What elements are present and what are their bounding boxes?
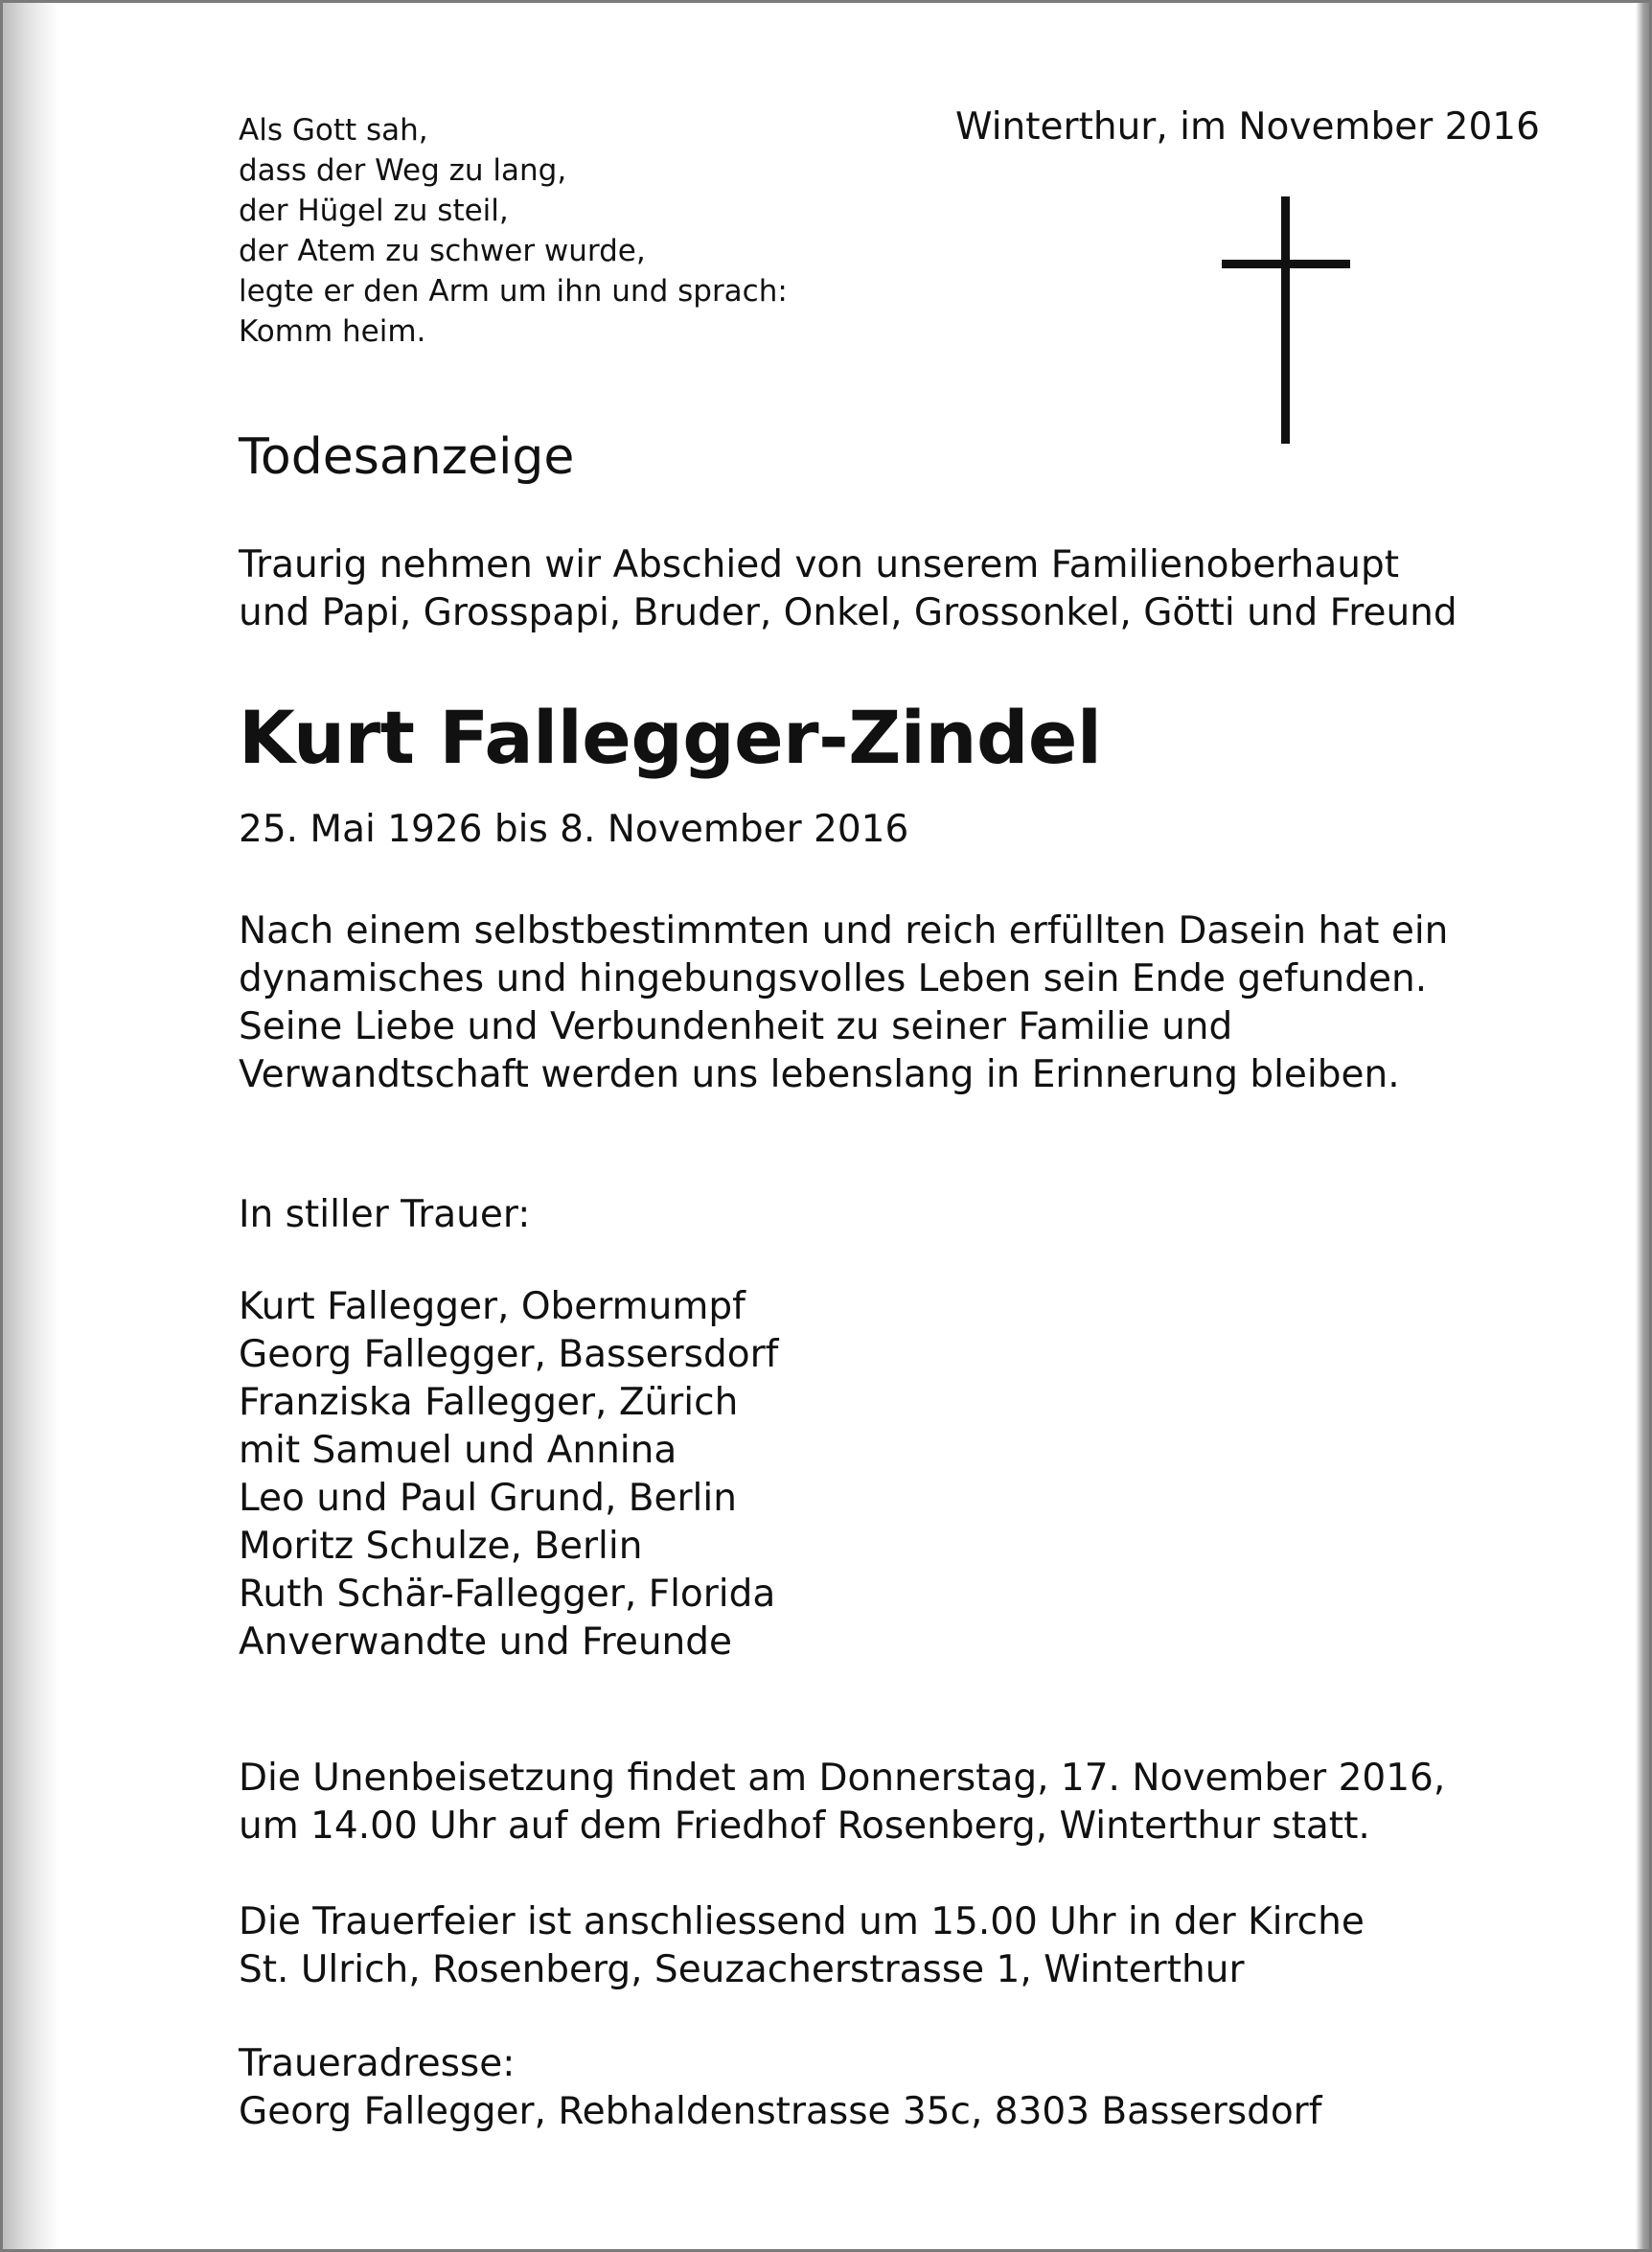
body-line: Nach einem selbstbestimmten und reich erfüllten Dasein hat ein [239,909,1449,953]
service-info [239,1898,1365,1994]
mourner-name: Moritz Schulze, Berlin [239,1525,643,1568]
service-line: Die Trauerfeier ist anschliessend um 15.00 Uhr in der Kirche [239,1900,1365,1943]
mourner-name: Franziska Fallegger, Zürich [239,1381,739,1424]
poem-line: der Hügel zu steil, [239,194,509,228]
page-title: Todesanzeige [239,428,575,486]
body-line: Seine Liebe und Verbundenheit zu seiner Familie und [239,1005,1233,1048]
intro-line: und Papi, Grosspapi, Bruder, Onkel, Grossonkel, Götti und Freund [239,591,1457,634]
intro-text [239,541,1457,637]
poem-line: Komm heim. [239,314,426,349]
deceased-dates: 25. Mai 1926 bis 8. November 2016 [239,808,909,851]
cross-icon [1222,196,1350,444]
intro-line: Traurig nehmen wir Abschied von unserem Familienoberhaupt [239,543,1400,586]
cross-vertical-bar [1281,196,1290,444]
body-line: dynamisches und hingebungsvolles Leben sein Ende gefunden. [239,957,1428,1000]
place-date: Winterthur, im November 2016 [955,105,1540,149]
page-right-border [1636,3,1649,2249]
mourning-address: Georg Fallegger, Rebhaldenstrasse 35c, 8303 Bassersdorf [239,2090,1322,2133]
poem-line: dass der Weg zu lang, [239,153,567,188]
deceased-name: Kurt Fallegger-Zindel [239,695,1102,780]
burial-line: Die Unenbeisetzung findet am Donnerstag, 17. November 2016, [239,1757,1446,1800]
poem [239,110,788,352]
page-left-shadow [3,3,58,2249]
body-text [239,908,1448,1099]
service-line: St. Ulrich, Rosenberg, Seuzacherstrasse 1, Winterthur [239,1948,1245,1991]
poem-line: der Atem zu schwer wurde, [239,234,646,268]
poem-line: Als Gott sah, [239,113,428,148]
mourning-label: In stiller Trauer: [239,1193,531,1236]
burial-line: um 14.00 Uhr auf dem Friedhof Rosenberg, Winterthur statt. [239,1804,1370,1848]
mourner-name: Leo und Paul Grund, Berlin [239,1477,737,1520]
mourners-list [239,1283,778,1666]
cross-horizontal-bar [1222,260,1350,268]
mourner-name: Georg Fallegger, Bassersdorf [239,1333,779,1376]
mourner-name: Anverwandte und Freunde [239,1620,732,1664]
mourner-name: Kurt Fallegger, Obermumpf [239,1285,746,1328]
mourner-name: Ruth Schär-Fallegger, Florida [239,1573,776,1616]
mourner-name: mit Samuel und Annina [239,1429,677,1472]
burial-info [239,1755,1445,1850]
body-line: Verwandtschaft werden uns lebenslang in Erinnerung bleiben. [239,1053,1400,1096]
poem-line: legte er den Arm um ihn und sprach: [239,274,788,309]
address-label: Traueradresse: [239,2042,516,2085]
